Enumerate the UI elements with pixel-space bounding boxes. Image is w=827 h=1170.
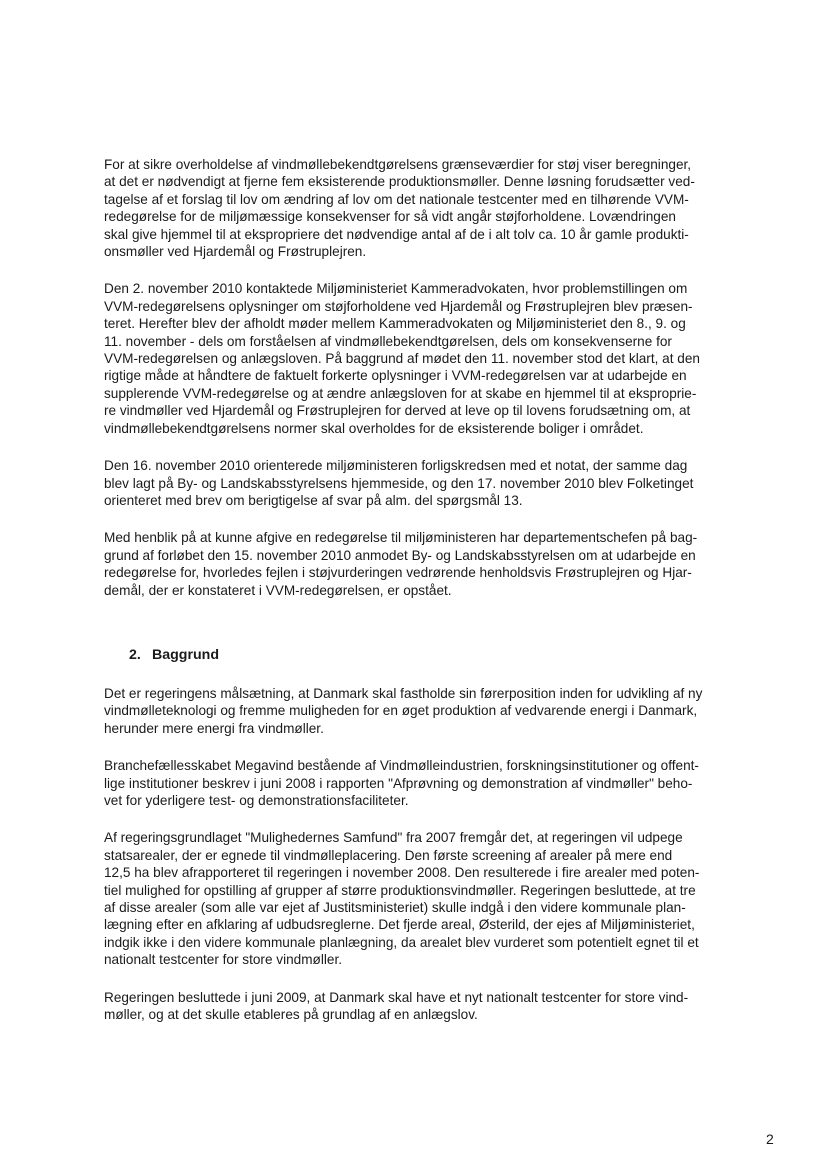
- paragraph-line: tiel mulighed for opstilling af grupper af større produktionsvindmøller. Regeringen besluttede, at tre: [104, 882, 696, 898]
- paragraph: [104, 280, 784, 437]
- paragraph: [104, 829, 784, 968]
- section-title: Baggrund: [152, 646, 219, 663]
- paragraph-line: re vindmøller ved Hjardemål og Frøstruplejren for derved at leve op til lovens forudsætning om, at: [104, 403, 691, 419]
- paragraph-line: 12,5 ha blev afrapporteret til regeringen i november 2008. Den resulterede i fire arealer med poten-: [104, 865, 700, 881]
- paragraph-line: Branchefællesskabet Megavind bestående af Vindmølleindustrien, forskningsinstitutioner og offent-: [104, 758, 699, 774]
- paragraph-line: at det er nødvendigt at fjerne fem eksisterende produktionsmøller. Denne løsning forudsætter ved-: [104, 174, 695, 190]
- background-paragraphs: [104, 685, 784, 1024]
- section-heading: [129, 647, 784, 663]
- paragraph: [104, 529, 784, 599]
- paragraph-line: onsmøller ved Hjardemål og Frøstruplejren.: [104, 244, 367, 260]
- paragraph-line: af disse arealer (som alle var ejet af Justitsministeriet) skulle indgå i den videre kommunale plan-: [104, 900, 686, 915]
- paragraph-line: nationalt testcenter for store vindmøller.: [104, 952, 342, 968]
- intro-paragraphs: [104, 156, 784, 599]
- paragraph-line: rigtige måde at håndtere de faktuelt forkerte oplysninger i VVM-redegørelsen var at udarbejde en: [104, 368, 687, 384]
- paragraph-line: redegørelse for, hvorledes fejlen i støjvurderingen vedrørende henholdsvis Frøstruplejren og Hjar-: [104, 565, 692, 581]
- paragraph-line: vindmøllebekendtgørelsens normer skal overholdes for de eksisterende boliger i området.: [104, 420, 644, 436]
- paragraph-line: Regeringen besluttede i juni 2009, at Danmark skal have et nyt nationalt testcenter for store vind-: [104, 989, 689, 1005]
- paragraph-line: redegørelse for de miljømæssige konsekvenser for så vidt angår støjforholdene. Lovændringen: [104, 209, 676, 225]
- paragraph-line: For at sikre overholdelse af vindmøllebekendtgørelsens grænseværdier for støj viser beregninger,: [104, 157, 692, 172]
- paragraph-line: Den 2. november 2010 kontaktede Miljøministeriet Kammeradvokaten, hvor problemstillingen om: [104, 281, 688, 297]
- paragraph-line: vindmølleteknologi og fremme muligheden for en øget produktion af vedvarende energi i Danmark,: [104, 703, 698, 719]
- section-number: 2.: [129, 646, 141, 663]
- paragraph-line: orienteret med brev om berigtigelse af svar på alm. del spørgsmål 13.: [104, 492, 523, 508]
- paragraph-line: herunder mere energi fra vindmøller.: [104, 720, 324, 736]
- paragraph-line: statsarealer, der er egnede til vindmølleplacering. Den første screening af arealer på mere end: [104, 847, 673, 863]
- paragraph-line: demål, der er konstateret i VVM-redegørelsen, er opstået.: [104, 582, 452, 598]
- paragraph: [104, 685, 784, 737]
- paragraph-line: Det er regeringens målsætning, at Danmark skal fastholde sin førerposition inden for udvikling af ny: [104, 685, 703, 701]
- paragraph-line: grund af forløbet den 15. november 2010 anmodet By- og Landskabsstyrelsen om at udarbejde en: [104, 547, 696, 563]
- paragraph-line: Med henblik på at kunne afgive en redegørelse til miljøministeren har departementschefen på bag-: [104, 530, 698, 546]
- paragraph-line: lægning efter en afklaring af udbudsreglerne. Det fjerde areal, Østerild, der ejes af Miljøministeriet,: [104, 917, 695, 933]
- page-number: 2: [766, 1131, 774, 1147]
- paragraph-line: Af regeringsgrundlaget "Mulighedernes Samfund" fra 2007 fremgår det, at regeringen vil udpege: [104, 830, 683, 846]
- paragraph: [104, 989, 784, 1024]
- paragraph-line: vet for yderligere test- og demonstrationsfaciliteter.: [104, 792, 409, 808]
- paragraph-line: lige institutioner beskrev i juni 2008 i rapporten "Afprøvning og demonstration af vindmøller" beho-: [104, 775, 693, 791]
- paragraph-line: møller, og at det skulle etableres på grundlag af en anlægslov.: [104, 1007, 478, 1023]
- paragraph-line: skal give hjemmel til at ekspropriere det nødvendige antal af de i alt tolv ca. 10 år gamle produkti-: [104, 226, 689, 242]
- paragraph-line: supplerende VVM-redegørelse og at ændre anlægsloven for at skabe en hjemmel til at eksproprie-: [104, 385, 697, 401]
- paragraph-line: VVM-redegørelsen og anlægsloven. På baggrund af mødet den 11. november stod det klart, at den: [104, 351, 700, 367]
- paragraph: [104, 457, 784, 509]
- paragraph-line: indgik ikke i den videre kommunale planlægning, da arealet blev vurderet som potentielt egnet til et: [104, 934, 699, 950]
- paragraph-line: VVM-redegørelsens oplysninger om støjforholdene ved Hjardemål og Frøstruplejren blev præsen-: [104, 298, 693, 314]
- paragraph-line: teret. Herefter blev der afholdt møder mellem Kammeradvokaten og Miljøministeriet den 8., 9. og: [104, 316, 686, 332]
- paragraph: [104, 156, 784, 260]
- paragraph-line: tagelse af et forslag til lov om ændring af lov om det nationale testcenter med en tilhørende VVM-: [104, 191, 689, 207]
- paragraph-line: blev lagt på By- og Landskabsstyrelsens hjemmeside, og den 17. november 2010 blev Folketinget: [104, 475, 694, 491]
- paragraph-line: 11. november - dels om forståelsen af vindmøllebekendtgørelsen, dels om konsekvenserne for: [104, 333, 672, 349]
- paragraph: [104, 757, 784, 809]
- paragraph-line: Den 16. november 2010 orienterede miljøministeren forligskredsen med et notat, der samme dag: [104, 458, 688, 474]
- document-body: [104, 156, 784, 1043]
